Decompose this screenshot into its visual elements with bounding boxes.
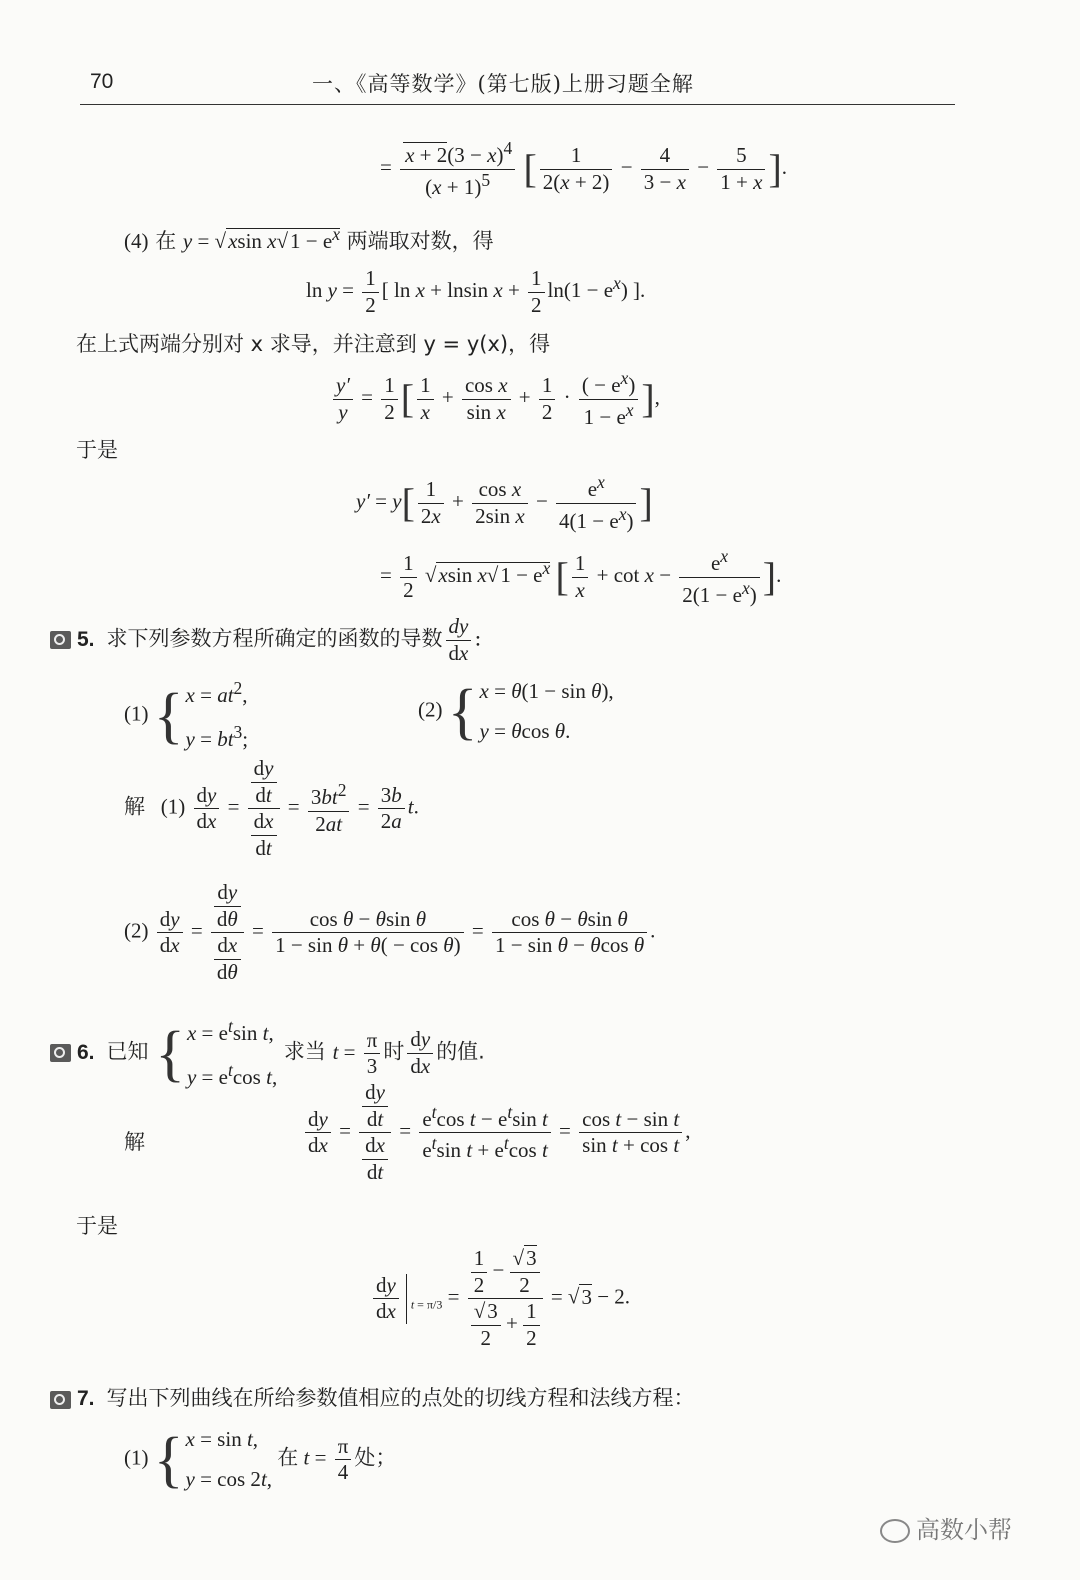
question-text-end: 的值. bbox=[436, 1039, 485, 1064]
question-text: 已知 bbox=[106, 1039, 149, 1064]
text-in: 在 bbox=[155, 229, 177, 253]
part-label: (1) bbox=[124, 701, 149, 726]
q6-solution: $\frac{dy}{dx}$ = $\frac{\frac{dy}{dt}}{\frac{dx}{dt}}$ = $\frac{e^t\cos t - e^t\sin t}{e^t\sin t + e^t\cos t}$ = $\frac{\text{cos t − sin t}}{\text{sin t + cos t}}$ , bbox=[302, 1080, 690, 1185]
part-label: (2) bbox=[418, 697, 443, 722]
text-differentiate: 在上式两端分别对 x 求导，并注意到 y = y(x)，得 bbox=[76, 332, 551, 356]
q7-text-end: 处； bbox=[354, 1445, 397, 1470]
q5-part-2-system: (2) {x = θ(1 − sin θ), y = θcos θ. bbox=[418, 677, 614, 746]
question-number: 5. bbox=[77, 627, 95, 651]
question-number: 6. bbox=[77, 1040, 95, 1064]
formula-yprime-over-y: $\frac{y'}{y}$ = $\frac{1}{2}$ [ $\frac{1}{x}$ + $\frac{\text{cos x}}{\text{sin x}}$ + $\frac{1}{2}$ · $\frac{( - e^x)}{1 - e^x}$ ], bbox=[330, 368, 660, 430]
solution-label: 解 bbox=[124, 1130, 145, 1154]
q6-evaluated: $\frac{dy}{dx}$ $_{t = \pi/3}$ = $\frac{1}{2}$ − $\frac{√3}{2}$ $\frac{√3}{2}$ + $\frac{1}{2}$ = √3 − 2. bbox=[370, 1246, 630, 1351]
magnifier-icon bbox=[50, 1391, 71, 1409]
q5-solution-2: (2) $\frac{dy}{dx}$ = $\frac{\frac{dy}{d\theta}}{\frac{dx}{d\theta}}$ = $\frac{\text{cos θ − θsin θ}}{\text{1 − sin θ + θ( − cos θ)}}$ = $\frac{\text{cos θ − θsin θ}}{\text{1 − sin θ − θcos θ}}$ . bbox=[124, 880, 656, 984]
text-so-2: 于是 bbox=[76, 1214, 118, 1238]
formula-yprime: y′ = y[ $\frac{1}{2x}$ + $\frac{\text{cos x}}{\text{2sin x}}$ − $\frac{e^x}{4(1 - e^x)}$ ] bbox=[356, 472, 653, 533]
question-6: 6. 已知 {$x = e^t\sin$ t, $y = e^t\cos$ t, 求当 t = $\frac{\pi}{3}$ 时 $\frac{dy}{dx}$ 的值. bbox=[50, 1010, 485, 1098]
q5-solution-1: 解 (1) $\frac{dy}{dx}$ = $\frac{\frac{dy}{dt}}{\frac{dx}{dt}}$ = $\frac{3bt^2}{2at}$ = $\frac{3b}{2a}$ t. bbox=[124, 756, 419, 860]
question-text-mid: 求当 bbox=[283, 1039, 326, 1064]
text-take-log: 两端取对数，得 bbox=[346, 229, 494, 253]
q7-text-at: 在 bbox=[277, 1445, 299, 1470]
wechat-icon bbox=[880, 1519, 910, 1543]
magnifier-icon bbox=[50, 1044, 71, 1062]
part-label: (1) bbox=[160, 794, 186, 819]
formula-yprime-final: = $\frac{1}{2}$ √xsin $x√1 - e^x$ [ $\frac{1}{x}$ + cot x − $\frac{e^x}{2(1 - e^x)}$ ]. bbox=[380, 546, 782, 607]
part-label: (2) bbox=[124, 918, 149, 943]
question-number: 7. bbox=[77, 1387, 95, 1410]
running-title: 一、《高等数学》(第七版)上册习题全解 bbox=[312, 72, 694, 96]
page-header bbox=[80, 64, 955, 105]
solution-label: 解 bbox=[124, 794, 145, 819]
part-label: (1) bbox=[124, 1445, 149, 1470]
question-7 bbox=[50, 1382, 695, 1412]
q7-part-1: (1) {x = sin t, y = cos 2t, 在 t = $\frac{\pi}{4}$ 处； bbox=[124, 1425, 397, 1494]
formula-prev-result: = $\frac{x + 2(3 - x)^4}{(x + 1)^5}$ [ $\frac{1}{2(x + 2)}$ − $\frac{4}{3 - x}$ − $\frac{5}{1 + x}$ ]. bbox=[380, 138, 788, 199]
magnifier-icon bbox=[50, 631, 71, 649]
question-text-at: 时 bbox=[383, 1039, 405, 1064]
q5-part-1-system: (1) {$x = at^2$, $y = bt^3$; bbox=[124, 678, 249, 751]
watermark bbox=[880, 1510, 1012, 1545]
part-4-line: (4) 在 y = √xsin $x√1 - e^x$ 两端取对数，得 bbox=[124, 224, 494, 253]
question-text: 求下列参数方程所确定的函数的导数 bbox=[106, 626, 443, 651]
page-number: 70 bbox=[90, 70, 114, 93]
formula-ln-y: ln y = $\frac{1}{2}$ [ ln x + lnsin x + $\frac{1}{2}$ $\ln(1 - e^x)$ ]. bbox=[306, 266, 646, 317]
question-text: 写出下列曲线在所给参数值相应的点处的切线方程和法线方程： bbox=[106, 1386, 695, 1410]
watermark-text: 高数小帮 bbox=[916, 1516, 1012, 1544]
text-so-1: 于是 bbox=[76, 438, 118, 462]
part-label: (4) bbox=[124, 229, 149, 253]
question-5: 5. 求下列参数方程所确定的函数的导数 $\frac{dy}{dx}$ : bbox=[50, 614, 481, 666]
